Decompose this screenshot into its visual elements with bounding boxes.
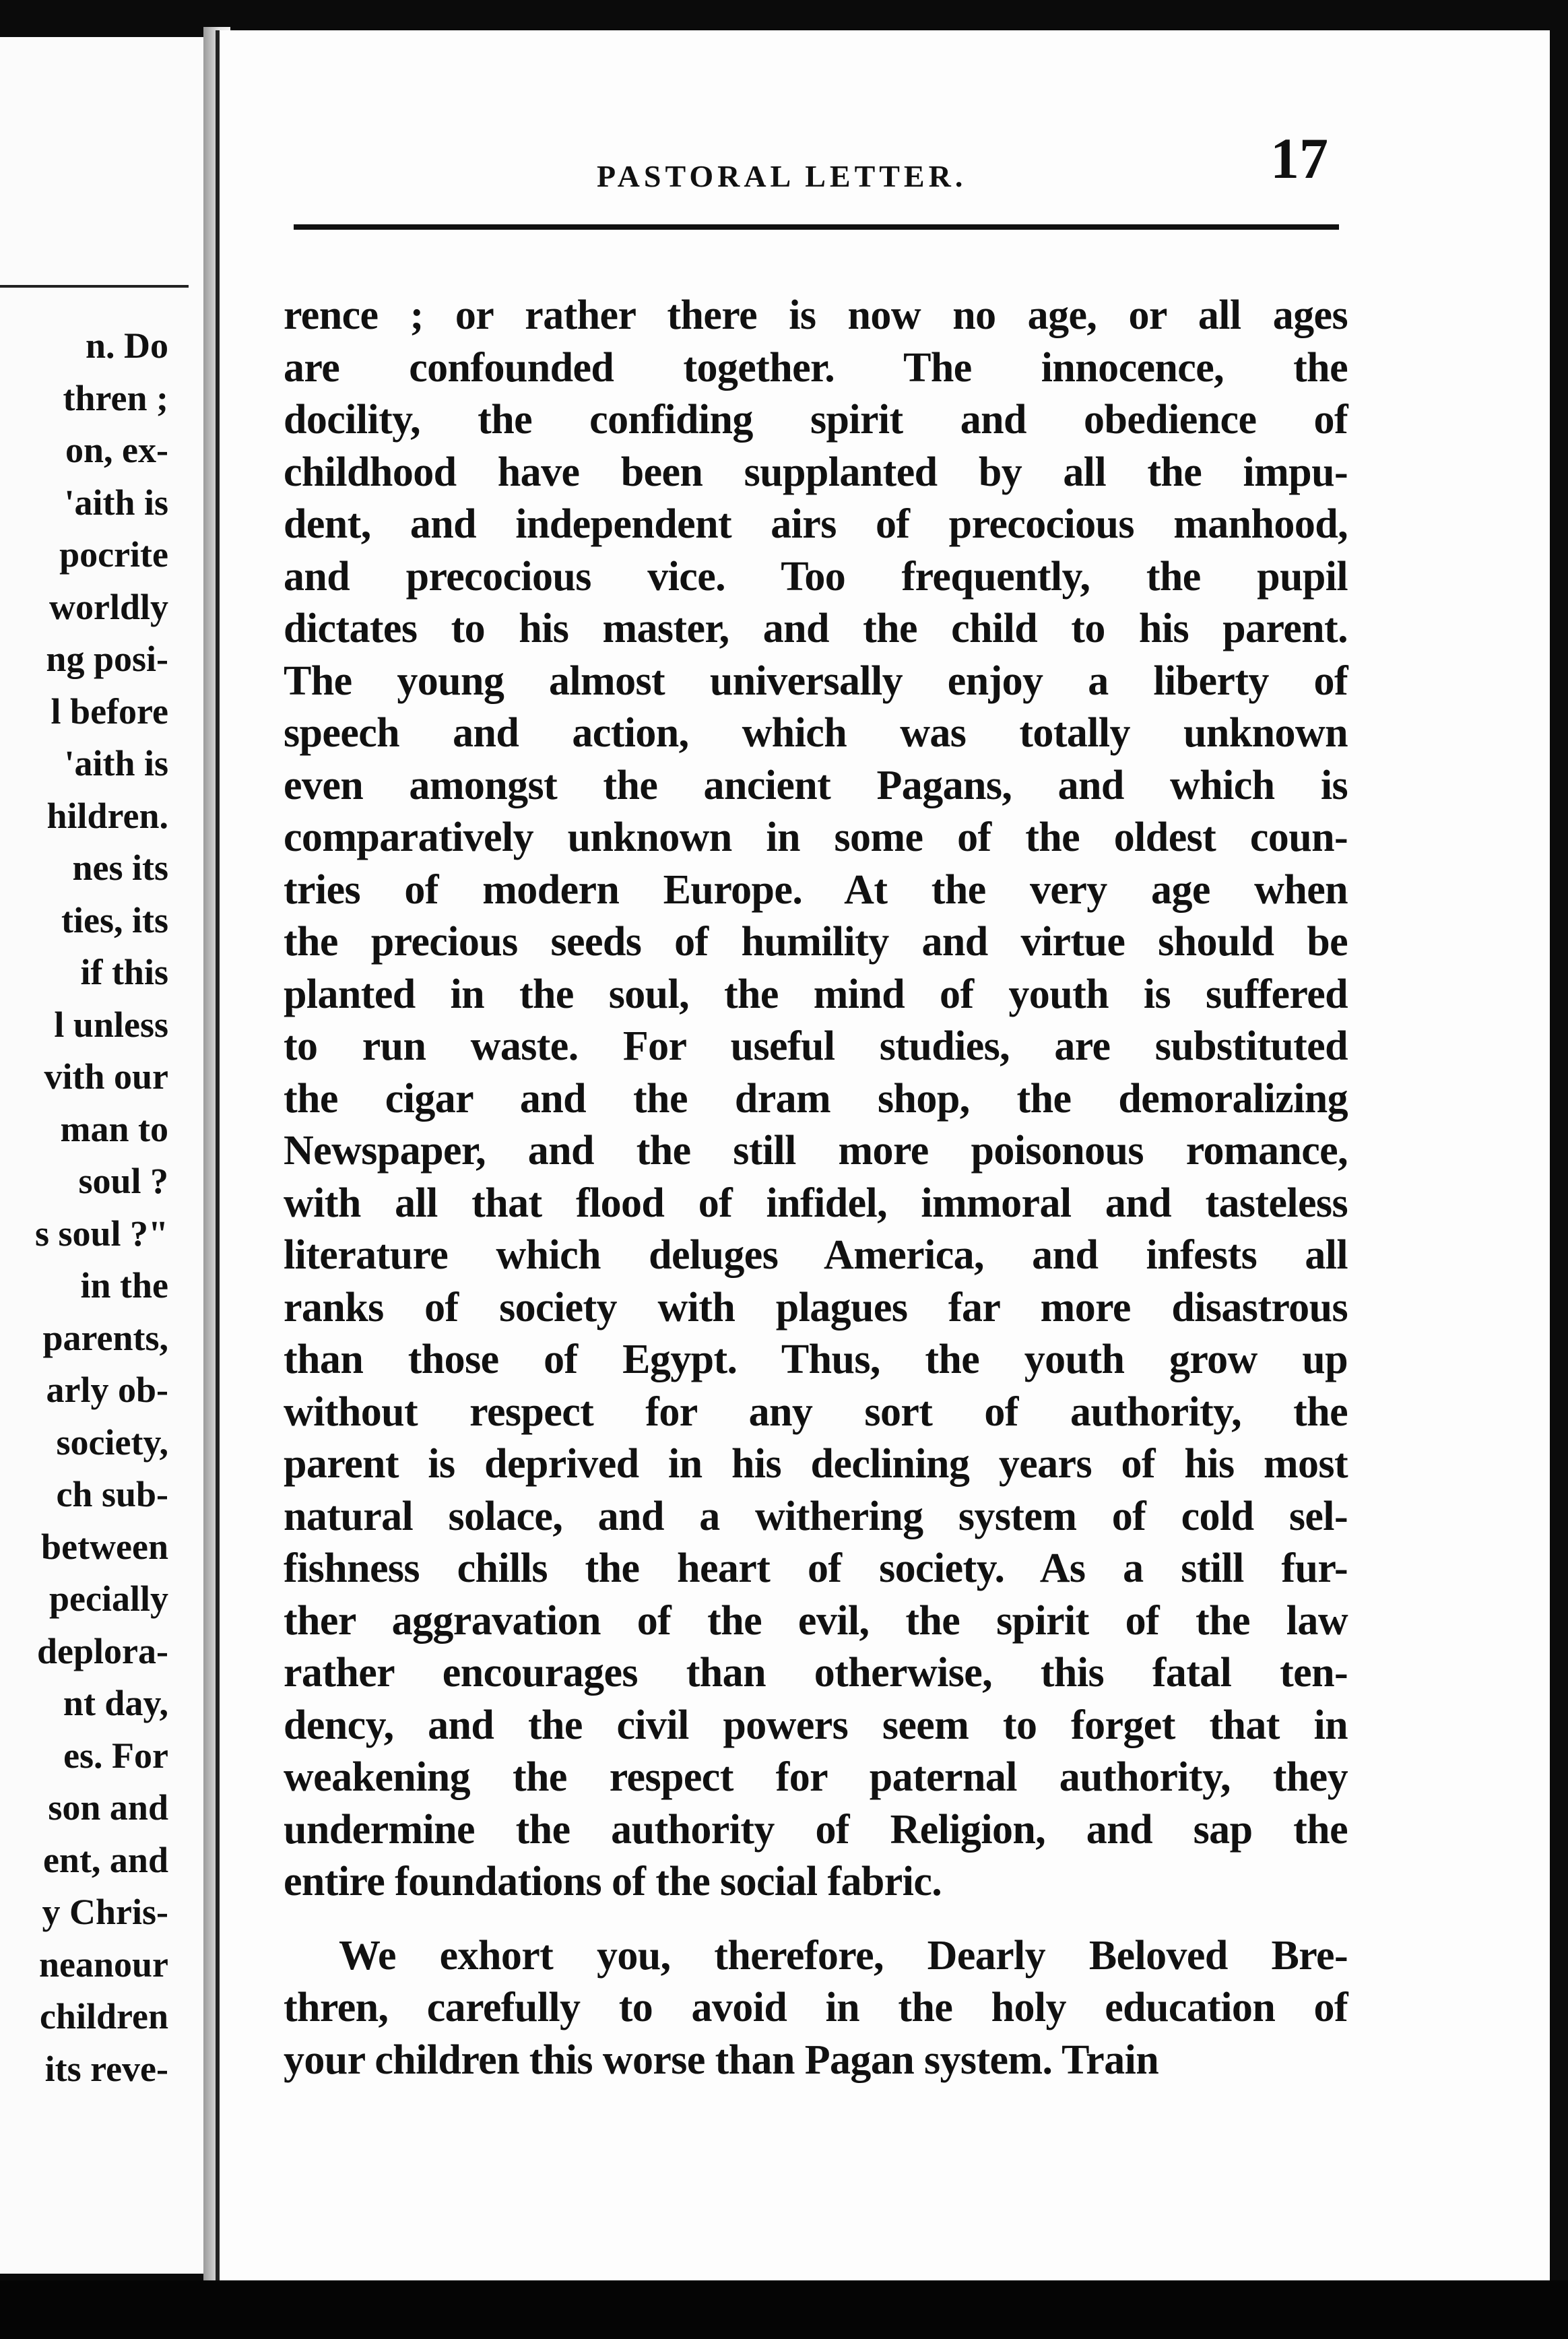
left-text-line: son and — [48, 1787, 168, 1828]
body-text-line: rather encourages than otherwise, this fatal ten- — [284, 1650, 1348, 1696]
body-text-line: natural solace, and a withering system of cold sel- — [284, 1493, 1348, 1539]
body-text-line: even amongst the ancient Pagans, and which is — [284, 762, 1348, 808]
left-text-line: neanour — [38, 1944, 168, 1985]
body-text-line: fishness chills the heart of society. As a still fur- — [284, 1545, 1348, 1591]
left-text-line: pecially — [49, 1578, 168, 1619]
body-text-line: undermine the authority of Religion, and sap the — [284, 1806, 1348, 1853]
left-page-fragment — [0, 37, 213, 2274]
body-text-line: planted in the soul, the mind of youth is suffered — [284, 971, 1348, 1017]
left-text-line: l before — [51, 691, 168, 732]
body-text-line: ranks of society with plagues far more disastrous — [284, 1284, 1348, 1331]
body-text-line: are confounded together. The innocence, the — [284, 344, 1348, 391]
body-text-line: with all that flood of infidel, immoral and tasteless — [284, 1180, 1348, 1226]
body-text-line: The young almost universally enjoy a liberty of — [284, 658, 1348, 704]
left-text-line: deplora- — [37, 1630, 168, 1671]
body-text-line: literature which deluges America, and infests all — [284, 1232, 1348, 1278]
body-text-line: speech and action, which was totally unknown — [284, 710, 1348, 756]
left-text-line: parents, — [42, 1317, 168, 1358]
left-text-line: on, ex- — [65, 430, 168, 470]
body-text — [284, 290, 1348, 2086]
body-text-line: to run waste. For useful studies, are substituted — [284, 1023, 1348, 1069]
left-text-line: pocrite — [59, 534, 168, 575]
scan-border — [0, 2280, 1568, 2339]
left-text-line: s soul ?" — [34, 1213, 168, 1254]
body-text-line: dency, and the civil powers seem to forget that in — [284, 1702, 1348, 1748]
left-text-line: l unless — [54, 1004, 168, 1045]
left-text-line: es. For — [63, 1735, 168, 1776]
body-text-line: your children this worse than Pagan system. Train — [284, 2037, 1159, 2083]
body-text-line: comparatively unknown in some of the oldest coun- — [284, 814, 1348, 860]
body-text-line: thren, carefully to avoid in the holy education of — [284, 1985, 1348, 2030]
left-text-line: ch sub- — [56, 1474, 168, 1514]
body-text-line: parent is deprived in his declining years of his most — [284, 1441, 1348, 1487]
left-text-line: society, — [56, 1421, 168, 1463]
body-text-line: ther aggravation of the evil, the spirit of the law — [284, 1597, 1348, 1644]
left-text-line: if this — [80, 952, 168, 992]
running-header: PASTORAL LETTER. — [597, 159, 967, 193]
left-text-line: ties, its — [61, 899, 168, 940]
body-text-line: and precocious vice. Too frequently, the pupil — [284, 553, 1348, 600]
left-text-line: soul ? — [78, 1161, 168, 1201]
main-page — [216, 30, 1550, 2284]
left-text-line: nes its — [72, 847, 168, 888]
left-text-line: 'aith is — [64, 482, 168, 523]
left-header-rule — [0, 285, 189, 288]
body-text-line: without respect for any sort of authority, the — [284, 1388, 1348, 1435]
left-text-line: 'aith is — [64, 743, 168, 783]
left-text-line: between — [41, 1526, 168, 1567]
body-text-line: than those of Egypt. Thus, the youth grow up — [284, 1337, 1348, 1382]
left-text-line: vith our — [44, 1056, 168, 1097]
body-text-line: the precious seeds of humility and virtue should be — [284, 919, 1348, 965]
body-text-line: rence ; or rather there is now no age, or all ages — [284, 292, 1348, 338]
body-text-line: entire foundations of the social fabric. — [284, 1859, 942, 1904]
left-text-line: children — [39, 1996, 168, 2037]
body-text-line: tries of modern Europe. At the very age when — [284, 866, 1348, 913]
left-text-line: its reve- — [44, 2048, 168, 2089]
page-number: 17 — [1270, 126, 1328, 191]
left-text-line: hildren. — [46, 795, 168, 836]
left-text-line: man to — [60, 1108, 168, 1149]
body-text-line: dictates to his master, and the child to his parent. — [284, 606, 1348, 651]
left-text-line: arly ob- — [46, 1370, 168, 1410]
body-text-line: Newspaper, and the still more poisonous romance, — [284, 1128, 1348, 1174]
left-text-line: in the — [80, 1265, 168, 1306]
body-text-line: dent, and independent airs of precocious manhood, — [284, 501, 1348, 547]
left-text-line: n. Do — [85, 325, 168, 366]
header-rule — [294, 224, 1339, 230]
body-text-line: the cigar and the dram shop, the demoralizing — [284, 1075, 1348, 1122]
body-text-line: weakening the respect for paternal authority, they — [284, 1754, 1348, 1800]
left-text-line: worldly — [48, 586, 168, 627]
left-text-line: nt day, — [63, 1683, 168, 1723]
body-text-line: childhood have been supplanted by all the impu- — [284, 449, 1348, 495]
left-text-line: y Chris- — [42, 1892, 168, 1932]
left-page-text — [35, 320, 168, 2095]
left-text-line: ng posi- — [46, 639, 168, 679]
left-text-line: ent, and — [42, 1839, 168, 1880]
body-text-line: We exhort you, therefore, Dearly Beloved Bre- — [339, 1932, 1348, 1979]
left-text-line: thren ; — [63, 377, 168, 418]
body-text-line: docility, the confiding spirit and obedience of — [284, 397, 1348, 443]
